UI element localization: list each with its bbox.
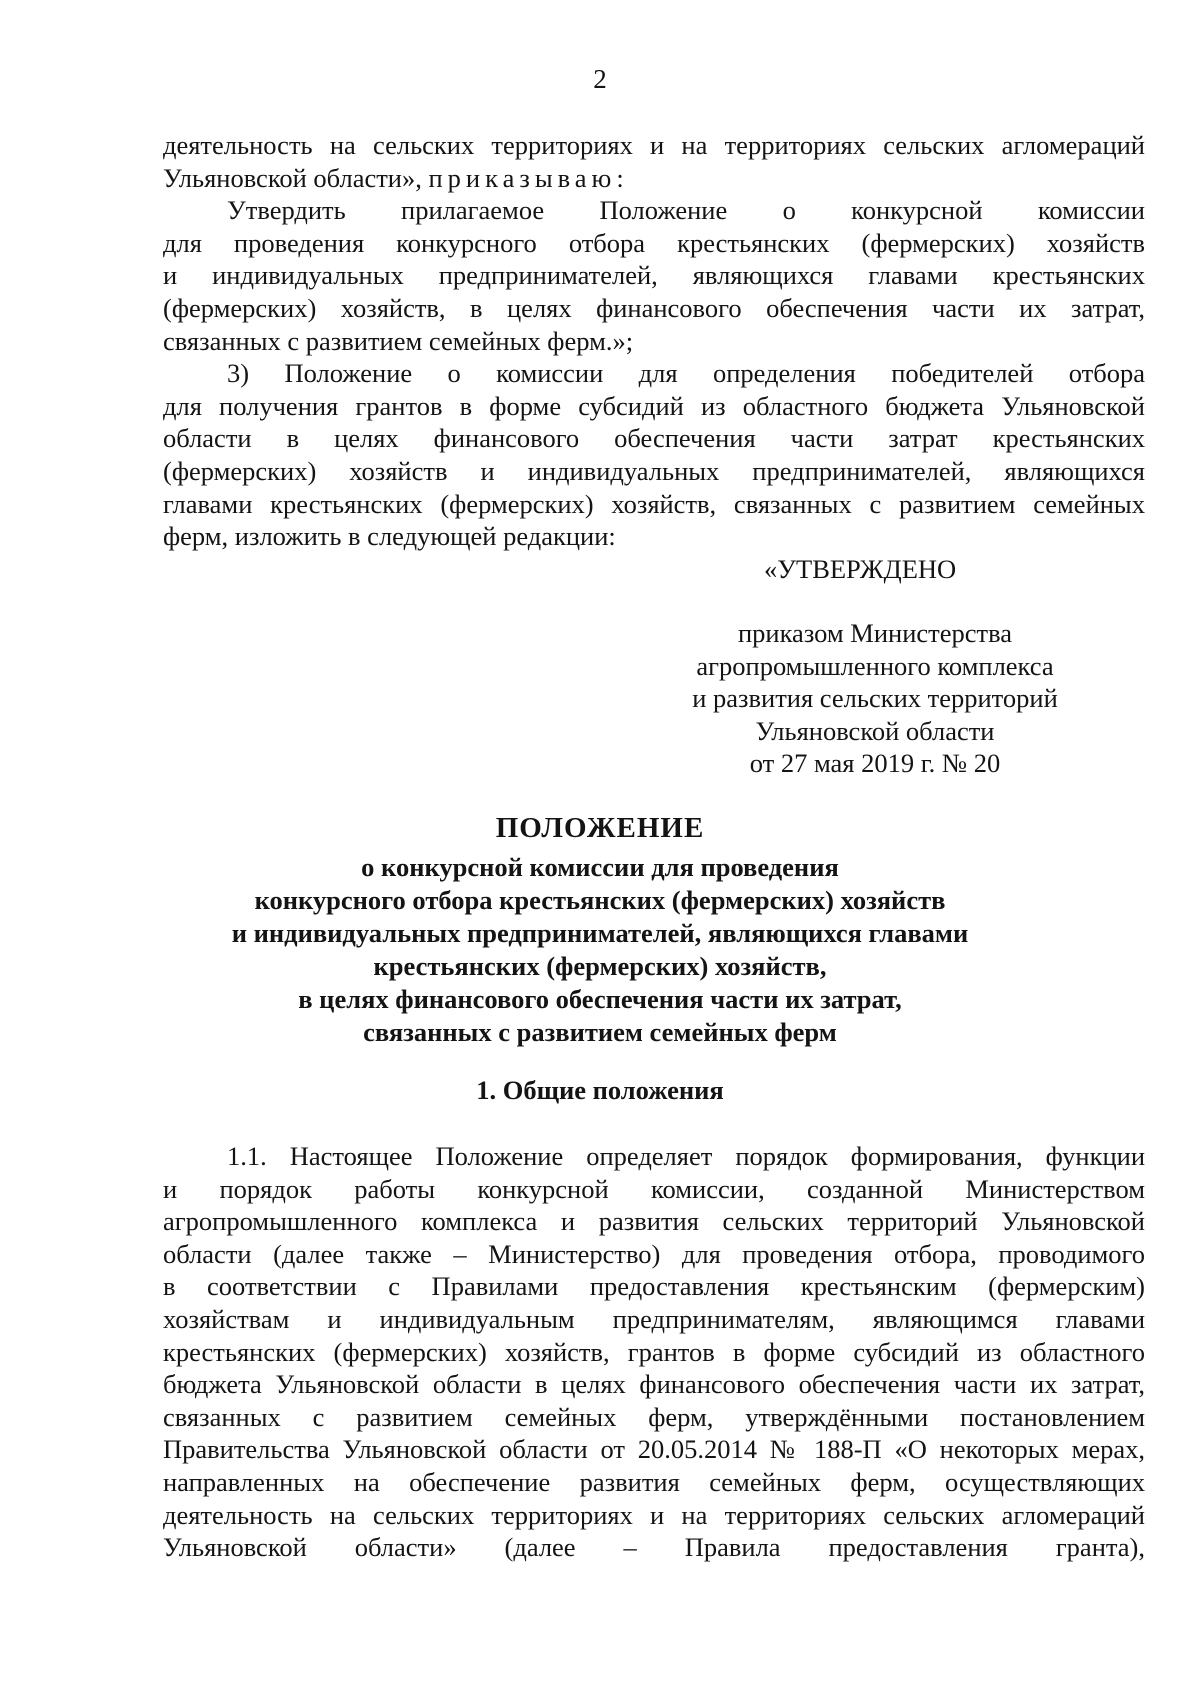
section-body-line: связанных с развитием семейных ферм, утверждёнными постановлением (163, 1401, 1145, 1432)
intro-line (163, 162, 1145, 195)
approval-line: от 27 мая 2019 г. № 20 (749, 748, 1001, 779)
section-body-line: Правительства Ульяновской области от 20.05.2014 № 188-П «О некоторых мерах, (163, 1434, 1145, 1465)
intro-block (163, 129, 1145, 553)
intro-prefix: Ульяновской области», (163, 162, 422, 193)
approve-paragraph-line: и индивидуальных предпринимателей, являющихся главами крестьянских (163, 260, 1145, 291)
title-line: связанных с развитием семейных ферм (363, 1017, 837, 1047)
title-main: ПОЛОЖЕНИЕ (495, 812, 705, 844)
document-title (0, 812, 1200, 1049)
section-body-line: направленных на обеспечение развития семейных ферм, осуществляющих (163, 1466, 1145, 1497)
approval-line: агропромышленного комплекса (696, 650, 1054, 681)
item3-paragraph-line: для получения грантов в форме субсидий из областного бюджета Ульяновской (163, 390, 1145, 421)
item3-paragraph-line: (фермерских) хозяйств и индивидуальных предпринимателей, являющихся (163, 455, 1145, 486)
section-body (163, 1140, 1145, 1564)
title-line: конкурсного отбора крестьянских (фермерских) хозяйств (254, 885, 946, 915)
section-body-line: в соответствии с Правилами предоставления крестьянским (фермерским) (163, 1271, 1145, 1302)
approved-label: «УТВЕРЖДЕНО (764, 554, 957, 584)
title-line: о конкурсной комиссии для проведения (361, 852, 839, 882)
approve-paragraph-line: связанных с развитием семейных ферм.»; (163, 325, 634, 356)
approve-paragraph-line: для проведения конкурсного отбора крестьянских (фермерских) хозяйств (163, 227, 1145, 258)
section-body-line: бюджета Ульяновской области в целях финансового обеспечения части их затрат, (163, 1369, 1145, 1400)
approval-line: Ульяновской области (755, 715, 995, 746)
section-body-line: 1.1. Настоящее Положение определяет порядок формирования, функции (227, 1141, 1145, 1171)
section-heading: 1. Общие положения (476, 1075, 724, 1105)
section-body-line: области (далее также – Министерство) для проведения отбора, проводимого (163, 1238, 1145, 1269)
item3-paragraph-line: ферм, изложить в следующей редакции: (163, 521, 616, 552)
approval-block (650, 617, 1100, 780)
section-body-line: хозяйствам и индивидуальным предпринимателям, являющимся главами (163, 1303, 1145, 1334)
section-body-line: и порядок работы конкурсной комиссии, созданной Министерством (163, 1173, 1145, 1204)
approval-line: приказом Министерства (737, 618, 1013, 648)
approval-line: и развития сельских территорий (692, 683, 1058, 714)
title-line: в целях финансового обеспечения части их затрат, (298, 984, 902, 1014)
order-word: приказываю: (428, 162, 629, 193)
page-number: 2 (593, 64, 607, 94)
section-body-line: агропромышленного комплекса и развития сельских территорий Ульяновской (163, 1206, 1145, 1237)
item3-paragraph-line: 3) Положение о комиссии для определения победителей отбора (227, 358, 1145, 389)
title-line: и индивидуальных предпринимателей, являющихся главами (231, 918, 969, 948)
section-body-line: Ульяновской области» (далее – Правила предоставления гранта), (163, 1532, 1145, 1563)
approve-paragraph-line: Утвердить прилагаемое Положение о конкурсной комиссии (227, 195, 1145, 226)
item3-paragraph-line: главами крестьянских (фермерских) хозяйств, связанных с развитием семейных (163, 488, 1145, 519)
item3-paragraph-line: области в целях финансового обеспечения части затрат крестьянских (163, 423, 1145, 454)
intro-line: деятельность на сельских территориях и на территориях сельских агломераций (163, 130, 1145, 160)
approve-paragraph-line: (фермерских) хозяйств, в целях финансового обеспечения части их затрат, (163, 292, 1145, 323)
title-line: крестьянских (фермерских) хозяйств, (373, 951, 827, 981)
section-body-line: крестьянских (фермерских) хозяйств, грантов в форме субсидий из областного (163, 1336, 1145, 1367)
section-body-line: деятельность на сельских территориях и на территориях сельских агломераций (163, 1499, 1145, 1530)
